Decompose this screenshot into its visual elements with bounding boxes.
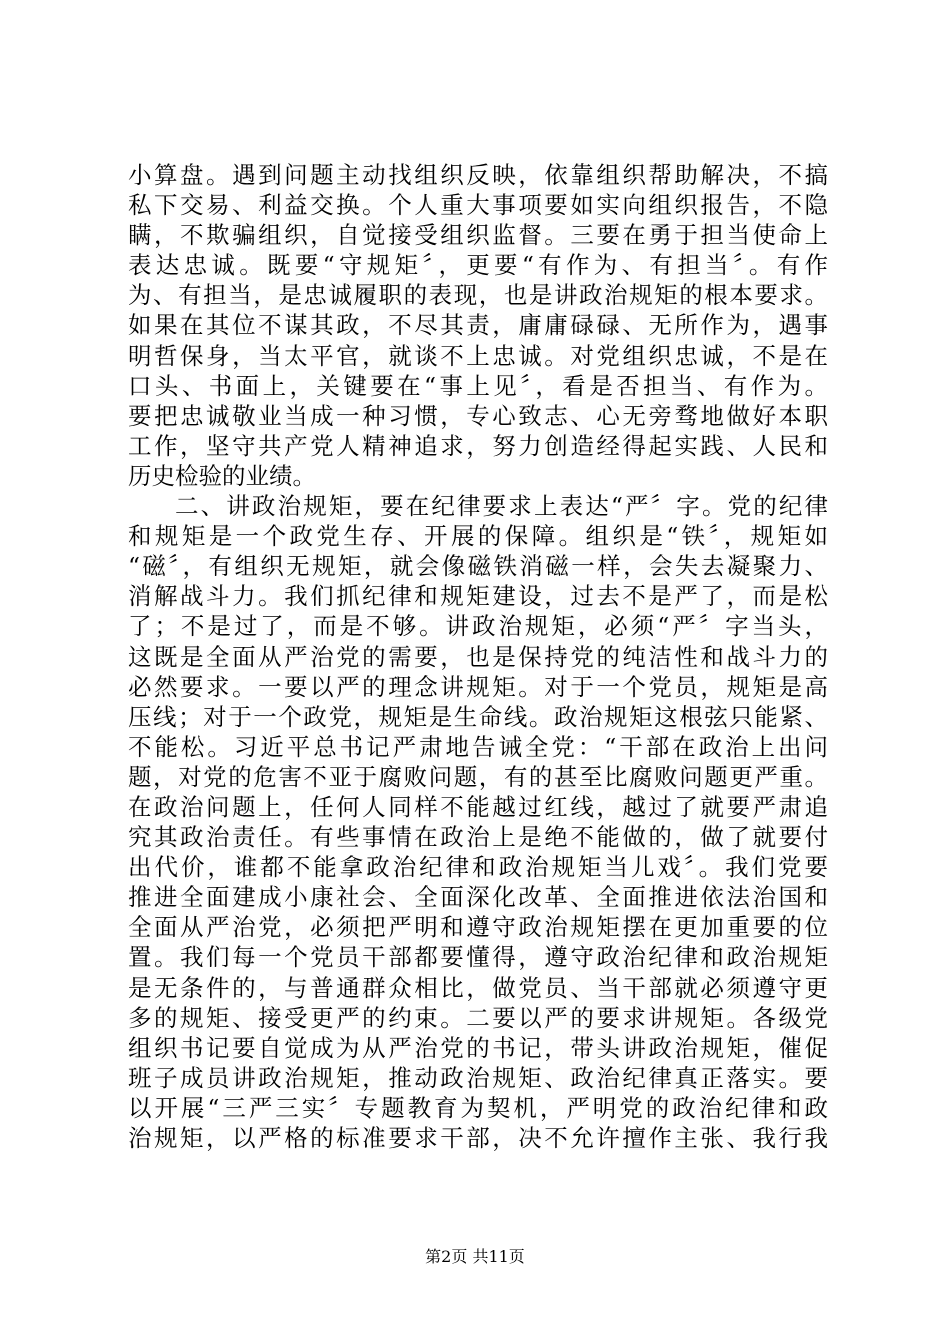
- text-line: 小算盘。遇到问题主动找组织反映，依靠组织帮助解决，不搞: [128, 161, 828, 189]
- text-line: 组织书记要自觉成为从严治党的书记，带头讲政治规矩，催促: [128, 1033, 828, 1062]
- text-line: 要把忠诚敬业当成一种习惯，专心致志、心无旁骛地做好本职: [128, 401, 828, 430]
- text-line: 表达忠诚。既要“守规矩〞，更要“有作为、有担当〞。有作: [128, 251, 828, 280]
- text-line: 推进全面建成小康社会、全面深化改革、全面推进依法治国和: [128, 883, 828, 912]
- page-number: 第2页 共11页: [425, 1247, 525, 1266]
- text-line: 口头、书面上，关键要在“事上见〞，看是否担当、有作为。: [128, 371, 828, 400]
- document-body: [128, 160, 828, 1153]
- text-line: 班子成员讲政治规矩，推动政治规矩、政治纪律真正落实。要: [128, 1063, 828, 1092]
- text-line: 是无条件的，与普通群众相比，做党员、当干部就必须遵守更: [128, 973, 828, 1002]
- text-line: 工作，坚守共产党人精神追求，努力创造经得起实践、人民和: [128, 431, 828, 460]
- text-line: 治规矩，以严格的标准要求干部，决不允许擅作主张、我行我: [128, 1124, 828, 1152]
- text-line: 以开展“三严三实〞专题教育为契机，严明党的政治纪律和政: [128, 1093, 828, 1122]
- text-line: 这既是全面从严治党的需要，也是保持党的纯洁性和战斗力的: [128, 642, 828, 671]
- text-line: 在政治问题上，任何人同样不能越过红线，越过了就要严肃追: [128, 792, 828, 821]
- text-line: 究其政治责任。有些事情在政治上是绝不能做的，做了就要付: [128, 823, 828, 852]
- section-heading-line: 二、讲政治规矩，要在纪律要求上表达“严〞字。党的纪律: [175, 492, 828, 521]
- text-line: 为、有担当，是忠诚履职的表现，也是讲政治规矩的根本要求。: [128, 281, 828, 310]
- text-line: 历史检验的业绩。: [128, 461, 316, 490]
- text-line: 了；不是过了，而是不够。讲政治规矩，必须“严〞字当头，: [128, 612, 828, 641]
- text-line: 不能松。习近平总书记严肃地告诫全党：“干部在政治上出问: [128, 732, 828, 761]
- text-line: 置。我们每一个党员干部都要懂得，遵守政治纪律和政治规矩: [128, 943, 828, 972]
- text-line: 压线；对于一个政党，规矩是生命线。政治规矩这根弦只能紧、: [128, 702, 828, 731]
- text-line: 全面从严治党，必须把严明和遵守政治规矩摆在更加重要的位: [128, 913, 828, 942]
- text-line: 题，对党的危害不亚于腐败问题，有的甚至比腐败问题更严重。: [128, 762, 828, 791]
- text-line: 明哲保身，当太平官，就谈不上忠诚。对党组织忠诚，不是在: [128, 341, 828, 370]
- text-line: 必然要求。一要以严的理念讲规矩。对于一个党员，规矩是高: [128, 672, 828, 701]
- text-line: 和规矩是一个政党生存、开展的保障。组织是“铁〞，规矩如: [128, 522, 828, 551]
- text-line: 多的规矩、接受更严的约束。二要以严的要求讲规矩。各级党: [128, 1003, 828, 1032]
- text-line: 出代价，谁都不能拿政治纪律和政治规矩当儿戏〞。我们党要: [128, 853, 828, 882]
- text-line: 消解战斗力。我们抓纪律和规矩建设，过去不是严了，而是松: [128, 582, 828, 611]
- text-line: 瞒，不欺骗组织，自觉接受组织监督。三要在勇于担当使命上: [128, 221, 828, 250]
- text-line: 如果在其位不谋其政，不尽其责，庸庸碌碌、无所作为，遇事: [128, 311, 828, 340]
- text-line: “磁〞，有组织无规矩，就会像磁铁消磁一样，会失去凝聚力、: [128, 552, 828, 581]
- text-line: 私下交易、利益交换。个人重大事项要如实向组织报告，不隐: [128, 191, 828, 220]
- page-footer: [0, 1246, 950, 1268]
